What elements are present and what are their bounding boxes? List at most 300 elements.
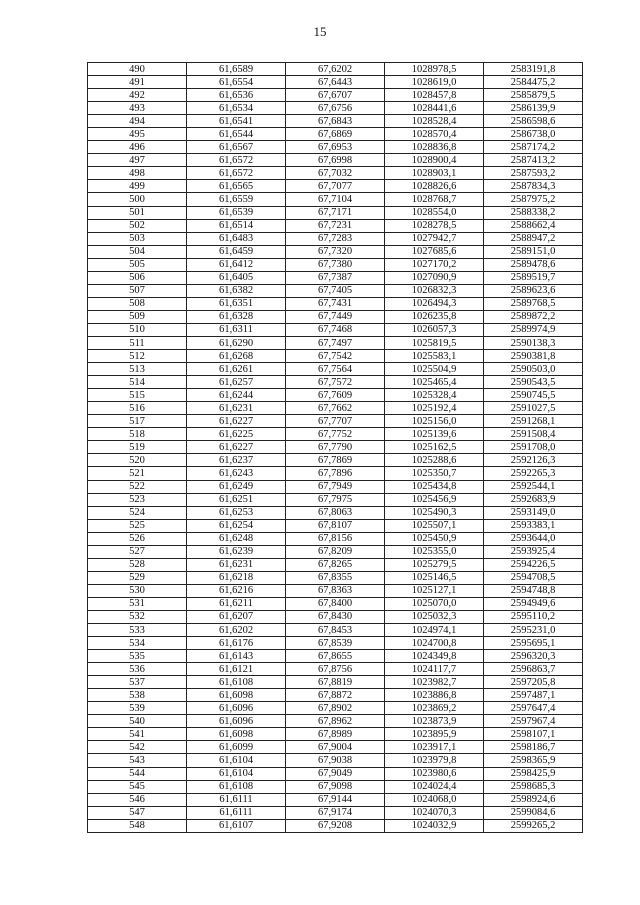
x-coordinate-cell: 1025507,1 xyxy=(385,519,484,532)
point-number-cell: 505 xyxy=(88,258,187,271)
latitude-cell: 61,6239 xyxy=(187,545,286,558)
longitude-cell: 67,7896 xyxy=(286,467,385,480)
longitude-cell: 67,8209 xyxy=(286,545,385,558)
y-coordinate-cell: 2588947,2 xyxy=(484,232,583,245)
x-coordinate-cell: 1028554,0 xyxy=(385,206,484,219)
table-row xyxy=(88,363,583,376)
x-coordinate-cell: 1024032,9 xyxy=(385,819,484,832)
table-row xyxy=(88,232,583,245)
latitude-cell: 61,6536 xyxy=(187,89,286,102)
x-coordinate-cell: 1025162,5 xyxy=(385,441,484,454)
latitude-cell: 61,6328 xyxy=(187,310,286,323)
y-coordinate-cell: 2597487,1 xyxy=(484,689,583,702)
latitude-cell: 61,6108 xyxy=(187,676,286,689)
table-row xyxy=(88,597,583,610)
y-coordinate-cell: 2588338,2 xyxy=(484,206,583,219)
y-coordinate-cell: 2595695,1 xyxy=(484,637,583,650)
y-coordinate-cell: 2593925,4 xyxy=(484,545,583,558)
table-row xyxy=(88,793,583,806)
y-coordinate-cell: 2586139,9 xyxy=(484,102,583,115)
latitude-cell: 61,6098 xyxy=(187,728,286,741)
longitude-cell: 67,7609 xyxy=(286,389,385,402)
latitude-cell: 61,6483 xyxy=(187,232,286,245)
longitude-cell: 67,7752 xyxy=(286,428,385,441)
point-number-cell: 508 xyxy=(88,297,187,310)
table-row xyxy=(88,310,583,323)
point-number-cell: 509 xyxy=(88,310,187,323)
longitude-cell: 67,7449 xyxy=(286,310,385,323)
y-coordinate-cell: 2590381,8 xyxy=(484,350,583,363)
x-coordinate-cell: 1028528,4 xyxy=(385,115,484,128)
x-coordinate-cell: 1025490,3 xyxy=(385,506,484,519)
latitude-cell: 61,6218 xyxy=(187,571,286,584)
x-coordinate-cell: 1025465,4 xyxy=(385,376,484,389)
latitude-cell: 61,6099 xyxy=(187,741,286,754)
x-coordinate-cell: 1025279,5 xyxy=(385,558,484,571)
y-coordinate-cell: 2598924,6 xyxy=(484,793,583,806)
table-row xyxy=(88,754,583,767)
x-coordinate-cell: 1023982,7 xyxy=(385,676,484,689)
x-coordinate-cell: 1025434,8 xyxy=(385,480,484,493)
table-row xyxy=(88,115,583,128)
y-coordinate-cell: 2593149,0 xyxy=(484,506,583,519)
y-coordinate-cell: 2590745,5 xyxy=(484,389,583,402)
point-number-cell: 490 xyxy=(88,63,187,76)
y-coordinate-cell: 2584475,2 xyxy=(484,76,583,89)
latitude-cell: 61,6176 xyxy=(187,637,286,650)
y-coordinate-cell: 2599265,2 xyxy=(484,819,583,832)
x-coordinate-cell: 1026057,3 xyxy=(385,323,484,336)
y-coordinate-cell: 2594708,5 xyxy=(484,571,583,584)
point-number-cell: 511 xyxy=(88,336,187,349)
point-number-cell: 545 xyxy=(88,780,187,793)
x-coordinate-cell: 1027170,2 xyxy=(385,258,484,271)
y-coordinate-cell: 2596863,7 xyxy=(484,663,583,676)
latitude-cell: 61,6244 xyxy=(187,389,286,402)
y-coordinate-cell: 2593383,1 xyxy=(484,519,583,532)
longitude-cell: 67,7077 xyxy=(286,180,385,193)
longitude-cell: 67,8872 xyxy=(286,689,385,702)
y-coordinate-cell: 2585879,5 xyxy=(484,89,583,102)
x-coordinate-cell: 1028826,6 xyxy=(385,180,484,193)
point-number-cell: 537 xyxy=(88,676,187,689)
latitude-cell: 61,6559 xyxy=(187,193,286,206)
latitude-cell: 61,6572 xyxy=(187,154,286,167)
latitude-cell: 61,6257 xyxy=(187,376,286,389)
longitude-cell: 67,8400 xyxy=(286,597,385,610)
longitude-cell: 67,6756 xyxy=(286,102,385,115)
x-coordinate-cell: 1025328,4 xyxy=(385,389,484,402)
table-row xyxy=(88,819,583,832)
latitude-cell: 61,6237 xyxy=(187,454,286,467)
x-coordinate-cell: 1026832,3 xyxy=(385,284,484,297)
table-row xyxy=(88,89,583,102)
latitude-cell: 61,6227 xyxy=(187,415,286,428)
longitude-cell: 67,8902 xyxy=(286,702,385,715)
table-row xyxy=(88,428,583,441)
x-coordinate-cell: 1023895,9 xyxy=(385,728,484,741)
latitude-cell: 61,6231 xyxy=(187,402,286,415)
longitude-cell: 67,9174 xyxy=(286,806,385,819)
longitude-cell: 67,9038 xyxy=(286,754,385,767)
table-row xyxy=(88,519,583,532)
latitude-cell: 61,6107 xyxy=(187,819,286,832)
point-number-cell: 518 xyxy=(88,428,187,441)
latitude-cell: 61,6202 xyxy=(187,624,286,637)
longitude-cell: 67,7032 xyxy=(286,167,385,180)
point-number-cell: 491 xyxy=(88,76,187,89)
x-coordinate-cell: 1024974,1 xyxy=(385,624,484,637)
y-coordinate-cell: 2591268,1 xyxy=(484,415,583,428)
x-coordinate-cell: 1025355,0 xyxy=(385,545,484,558)
latitude-cell: 61,6227 xyxy=(187,441,286,454)
x-coordinate-cell: 1025146,5 xyxy=(385,571,484,584)
latitude-cell: 61,6290 xyxy=(187,336,286,349)
point-number-cell: 516 xyxy=(88,402,187,415)
table-row xyxy=(88,415,583,428)
longitude-cell: 67,8265 xyxy=(286,558,385,571)
point-number-cell: 534 xyxy=(88,637,187,650)
x-coordinate-cell: 1024700,8 xyxy=(385,637,484,650)
latitude-cell: 61,6253 xyxy=(187,506,286,519)
y-coordinate-cell: 2595231,0 xyxy=(484,624,583,637)
latitude-cell: 61,6098 xyxy=(187,689,286,702)
table-row xyxy=(88,245,583,258)
longitude-cell: 67,9004 xyxy=(286,741,385,754)
longitude-cell: 67,8430 xyxy=(286,610,385,623)
point-number-cell: 527 xyxy=(88,545,187,558)
longitude-cell: 67,7707 xyxy=(286,415,385,428)
table-row xyxy=(88,571,583,584)
x-coordinate-cell: 1028570,4 xyxy=(385,128,484,141)
latitude-cell: 61,6544 xyxy=(187,128,286,141)
x-coordinate-cell: 1026235,8 xyxy=(385,310,484,323)
point-number-cell: 541 xyxy=(88,728,187,741)
latitude-cell: 61,6459 xyxy=(187,245,286,258)
latitude-cell: 61,6121 xyxy=(187,663,286,676)
y-coordinate-cell: 2590138,3 xyxy=(484,336,583,349)
table-row xyxy=(88,336,583,349)
longitude-cell: 67,6443 xyxy=(286,76,385,89)
latitude-cell: 61,6567 xyxy=(187,141,286,154)
longitude-cell: 67,7564 xyxy=(286,363,385,376)
longitude-cell: 67,8539 xyxy=(286,637,385,650)
y-coordinate-cell: 2587975,2 xyxy=(484,193,583,206)
x-coordinate-cell: 1025156,0 xyxy=(385,415,484,428)
longitude-cell: 67,7387 xyxy=(286,271,385,284)
table-row xyxy=(88,271,583,284)
y-coordinate-cell: 2591708,0 xyxy=(484,441,583,454)
y-coordinate-cell: 2589974,9 xyxy=(484,323,583,336)
x-coordinate-cell: 1024068,0 xyxy=(385,793,484,806)
x-coordinate-cell: 1028768,7 xyxy=(385,193,484,206)
longitude-cell: 67,8756 xyxy=(286,663,385,676)
longitude-cell: 67,7497 xyxy=(286,336,385,349)
x-coordinate-cell: 1028441,6 xyxy=(385,102,484,115)
y-coordinate-cell: 2598685,3 xyxy=(484,780,583,793)
point-number-cell: 521 xyxy=(88,467,187,480)
latitude-cell: 61,6249 xyxy=(187,480,286,493)
point-number-cell: 502 xyxy=(88,219,187,232)
table-row xyxy=(88,141,583,154)
y-coordinate-cell: 2592126,3 xyxy=(484,454,583,467)
y-coordinate-cell: 2597205,8 xyxy=(484,676,583,689)
latitude-cell: 61,6572 xyxy=(187,167,286,180)
longitude-cell: 67,7320 xyxy=(286,245,385,258)
y-coordinate-cell: 2586598,6 xyxy=(484,115,583,128)
y-coordinate-cell: 2599084,6 xyxy=(484,806,583,819)
table-row xyxy=(88,532,583,545)
y-coordinate-cell: 2583191,8 xyxy=(484,63,583,76)
y-coordinate-cell: 2594949,6 xyxy=(484,597,583,610)
latitude-cell: 61,6412 xyxy=(187,258,286,271)
latitude-cell: 61,6211 xyxy=(187,597,286,610)
point-number-cell: 500 xyxy=(88,193,187,206)
table-row xyxy=(88,558,583,571)
latitude-cell: 61,6311 xyxy=(187,323,286,336)
table-row xyxy=(88,323,583,336)
x-coordinate-cell: 1025070,0 xyxy=(385,597,484,610)
table-row xyxy=(88,402,583,415)
x-coordinate-cell: 1027685,6 xyxy=(385,245,484,258)
table-row xyxy=(88,650,583,663)
point-number-cell: 514 xyxy=(88,376,187,389)
longitude-cell: 67,7380 xyxy=(286,258,385,271)
y-coordinate-cell: 2587593,2 xyxy=(484,167,583,180)
x-coordinate-cell: 1028978,5 xyxy=(385,63,484,76)
y-coordinate-cell: 2598107,1 xyxy=(484,728,583,741)
table-row xyxy=(88,637,583,650)
x-coordinate-cell: 1025192,4 xyxy=(385,402,484,415)
x-coordinate-cell: 1023980,6 xyxy=(385,767,484,780)
longitude-cell: 67,8819 xyxy=(286,676,385,689)
x-coordinate-cell: 1024117,7 xyxy=(385,663,484,676)
x-coordinate-cell: 1025032,3 xyxy=(385,610,484,623)
table-row xyxy=(88,297,583,310)
point-number-cell: 524 xyxy=(88,506,187,519)
x-coordinate-cell: 1025504,9 xyxy=(385,363,484,376)
y-coordinate-cell: 2594748,8 xyxy=(484,584,583,597)
point-number-cell: 492 xyxy=(88,89,187,102)
longitude-cell: 67,9098 xyxy=(286,780,385,793)
point-number-cell: 499 xyxy=(88,180,187,193)
x-coordinate-cell: 1024070,3 xyxy=(385,806,484,819)
y-coordinate-cell: 2589872,2 xyxy=(484,310,583,323)
table-row xyxy=(88,376,583,389)
y-coordinate-cell: 2592544,1 xyxy=(484,480,583,493)
y-coordinate-cell: 2591027,5 xyxy=(484,402,583,415)
x-coordinate-cell: 1028278,5 xyxy=(385,219,484,232)
point-number-cell: 526 xyxy=(88,532,187,545)
x-coordinate-cell: 1028457,8 xyxy=(385,89,484,102)
point-number-cell: 523 xyxy=(88,493,187,506)
longitude-cell: 67,7869 xyxy=(286,454,385,467)
point-number-cell: 544 xyxy=(88,767,187,780)
point-number-cell: 501 xyxy=(88,206,187,219)
x-coordinate-cell: 1026494,3 xyxy=(385,297,484,310)
latitude-cell: 61,6261 xyxy=(187,363,286,376)
latitude-cell: 61,6268 xyxy=(187,350,286,363)
table-row xyxy=(88,102,583,115)
table-row xyxy=(88,663,583,676)
longitude-cell: 67,7283 xyxy=(286,232,385,245)
longitude-cell: 67,7790 xyxy=(286,441,385,454)
x-coordinate-cell: 1027942,7 xyxy=(385,232,484,245)
table-row xyxy=(88,584,583,597)
latitude-cell: 61,6216 xyxy=(187,584,286,597)
latitude-cell: 61,6111 xyxy=(187,793,286,806)
point-number-cell: 503 xyxy=(88,232,187,245)
table-row xyxy=(88,441,583,454)
latitude-cell: 61,6231 xyxy=(187,558,286,571)
latitude-cell: 61,6254 xyxy=(187,519,286,532)
table-row xyxy=(88,76,583,89)
y-coordinate-cell: 2587413,2 xyxy=(484,154,583,167)
point-number-cell: 533 xyxy=(88,624,187,637)
table-row xyxy=(88,506,583,519)
latitude-cell: 61,6554 xyxy=(187,76,286,89)
latitude-cell: 61,6108 xyxy=(187,780,286,793)
table-row xyxy=(88,741,583,754)
point-number-cell: 517 xyxy=(88,415,187,428)
point-number-cell: 507 xyxy=(88,284,187,297)
longitude-cell: 67,8989 xyxy=(286,728,385,741)
point-number-cell: 536 xyxy=(88,663,187,676)
table-row xyxy=(88,180,583,193)
x-coordinate-cell: 1028903,1 xyxy=(385,167,484,180)
latitude-cell: 61,6382 xyxy=(187,284,286,297)
latitude-cell: 61,6351 xyxy=(187,297,286,310)
table-row xyxy=(88,389,583,402)
y-coordinate-cell: 2589768,5 xyxy=(484,297,583,310)
point-number-cell: 530 xyxy=(88,584,187,597)
point-number-cell: 539 xyxy=(88,702,187,715)
longitude-cell: 67,7104 xyxy=(286,193,385,206)
longitude-cell: 67,6953 xyxy=(286,141,385,154)
table-row xyxy=(88,206,583,219)
longitude-cell: 67,7231 xyxy=(286,219,385,232)
longitude-cell: 67,7468 xyxy=(286,323,385,336)
latitude-cell: 61,6104 xyxy=(187,767,286,780)
y-coordinate-cell: 2591508,4 xyxy=(484,428,583,441)
latitude-cell: 61,6111 xyxy=(187,806,286,819)
x-coordinate-cell: 1025819,5 xyxy=(385,336,484,349)
point-number-cell: 504 xyxy=(88,245,187,258)
point-number-cell: 531 xyxy=(88,597,187,610)
table-row xyxy=(88,128,583,141)
x-coordinate-cell: 1028619,0 xyxy=(385,76,484,89)
point-number-cell: 519 xyxy=(88,441,187,454)
y-coordinate-cell: 2597967,4 xyxy=(484,715,583,728)
longitude-cell: 67,7431 xyxy=(286,297,385,310)
point-number-cell: 510 xyxy=(88,323,187,336)
table-row xyxy=(88,676,583,689)
longitude-cell: 67,8962 xyxy=(286,715,385,728)
y-coordinate-cell: 2588662,4 xyxy=(484,219,583,232)
point-number-cell: 548 xyxy=(88,819,187,832)
longitude-cell: 67,7542 xyxy=(286,350,385,363)
point-number-cell: 528 xyxy=(88,558,187,571)
table-row xyxy=(88,624,583,637)
point-number-cell: 498 xyxy=(88,167,187,180)
x-coordinate-cell: 1025127,1 xyxy=(385,584,484,597)
longitude-cell: 67,7975 xyxy=(286,493,385,506)
point-number-cell: 540 xyxy=(88,715,187,728)
x-coordinate-cell: 1023886,8 xyxy=(385,689,484,702)
point-number-cell: 512 xyxy=(88,350,187,363)
table-row xyxy=(88,610,583,623)
latitude-cell: 61,6096 xyxy=(187,702,286,715)
point-number-cell: 543 xyxy=(88,754,187,767)
longitude-cell: 67,7572 xyxy=(286,376,385,389)
y-coordinate-cell: 2596320,3 xyxy=(484,650,583,663)
longitude-cell: 67,8063 xyxy=(286,506,385,519)
point-number-cell: 520 xyxy=(88,454,187,467)
x-coordinate-cell: 1025350,7 xyxy=(385,467,484,480)
latitude-cell: 61,6243 xyxy=(187,467,286,480)
y-coordinate-cell: 2594226,5 xyxy=(484,558,583,571)
y-coordinate-cell: 2589151,0 xyxy=(484,245,583,258)
x-coordinate-cell: 1025450,9 xyxy=(385,532,484,545)
y-coordinate-cell: 2592265,3 xyxy=(484,467,583,480)
point-number-cell: 497 xyxy=(88,154,187,167)
table-row xyxy=(88,167,583,180)
table-row xyxy=(88,480,583,493)
y-coordinate-cell: 2586738,0 xyxy=(484,128,583,141)
table-row xyxy=(88,493,583,506)
table-row xyxy=(88,702,583,715)
table-row xyxy=(88,258,583,271)
latitude-cell: 61,6248 xyxy=(187,532,286,545)
table-row xyxy=(88,454,583,467)
table-row xyxy=(88,63,583,76)
point-number-cell: 506 xyxy=(88,271,187,284)
latitude-cell: 61,6096 xyxy=(187,715,286,728)
point-number-cell: 494 xyxy=(88,115,187,128)
latitude-cell: 61,6143 xyxy=(187,650,286,663)
point-number-cell: 547 xyxy=(88,806,187,819)
y-coordinate-cell: 2598365,9 xyxy=(484,754,583,767)
y-coordinate-cell: 2592683,9 xyxy=(484,493,583,506)
coordinate-table xyxy=(87,62,583,833)
longitude-cell: 67,7662 xyxy=(286,402,385,415)
longitude-cell: 67,6843 xyxy=(286,115,385,128)
longitude-cell: 67,8453 xyxy=(286,624,385,637)
table-row xyxy=(88,350,583,363)
y-coordinate-cell: 2597647,4 xyxy=(484,702,583,715)
x-coordinate-cell: 1025139,6 xyxy=(385,428,484,441)
latitude-cell: 61,6589 xyxy=(187,63,286,76)
longitude-cell: 67,6202 xyxy=(286,63,385,76)
y-coordinate-cell: 2587174,2 xyxy=(484,141,583,154)
table-row xyxy=(88,219,583,232)
y-coordinate-cell: 2589623,6 xyxy=(484,284,583,297)
point-number-cell: 525 xyxy=(88,519,187,532)
longitude-cell: 67,9049 xyxy=(286,767,385,780)
longitude-cell: 67,9208 xyxy=(286,819,385,832)
table-row xyxy=(88,545,583,558)
x-coordinate-cell: 1027090,9 xyxy=(385,271,484,284)
y-coordinate-cell: 2593644,0 xyxy=(484,532,583,545)
longitude-cell: 67,7405 xyxy=(286,284,385,297)
x-coordinate-cell: 1025288,6 xyxy=(385,454,484,467)
longitude-cell: 67,6869 xyxy=(286,128,385,141)
latitude-cell: 61,6225 xyxy=(187,428,286,441)
point-number-cell: 535 xyxy=(88,650,187,663)
table-row xyxy=(88,728,583,741)
point-number-cell: 522 xyxy=(88,480,187,493)
y-coordinate-cell: 2590503,0 xyxy=(484,363,583,376)
